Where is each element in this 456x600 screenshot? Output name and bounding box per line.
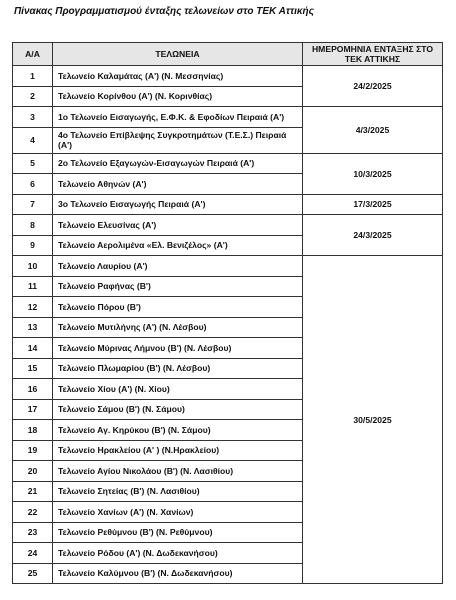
- row-number: 15: [13, 358, 53, 379]
- customs-name: 2ο Τελωνείο Εξαγωγών-Εισαγωγών Πειραιά (Α'): [53, 153, 303, 174]
- table-row: [13, 256, 443, 277]
- row-number: 7: [13, 194, 53, 215]
- customs-name: Τελωνείο Πόρου (Β'): [53, 297, 303, 318]
- row-number: 20: [13, 461, 53, 482]
- customs-name: Τελωνείο Μύρινας Λήμνου (Β') (Ν. Λέσβου): [53, 338, 303, 359]
- customs-name: Τελωνείο Καλύμνου (Β') (Ν. Δωδεκανήσου): [53, 563, 303, 584]
- customs-name: Τελωνείο Ρόδου (Α') (Ν. Δωδεκανήσου): [53, 543, 303, 564]
- customs-name: Τελωνείο Ρεθύμνου (Β') (Ν. Ρεθύμνου): [53, 522, 303, 543]
- header-aa: Α/Α: [13, 43, 53, 66]
- row-number: 24: [13, 543, 53, 564]
- customs-name: Τελωνείο Καλαμάτας (Α') (Ν. Μεσσηνίας): [53, 66, 303, 87]
- customs-name: Τελωνείο Χίου (Α') (Ν. Χίου): [53, 379, 303, 400]
- row-number: 19: [13, 440, 53, 461]
- customs-name: Τελωνείο Λαυρίου (Α'): [53, 256, 303, 277]
- table-row: [13, 194, 443, 215]
- customs-name: Τελωνείο Αγ. Κηρύκου (Β') (Ν. Σάμου): [53, 420, 303, 441]
- table-row: [13, 215, 443, 236]
- schedule-table: [12, 42, 443, 584]
- integration-date: 30/5/2025: [303, 256, 443, 584]
- row-number: 5: [13, 153, 53, 174]
- customs-name: Τελωνείο Κορίνθου (Α') (Ν. Κορινθίας): [53, 86, 303, 107]
- row-number: 13: [13, 317, 53, 338]
- row-number: 2: [13, 86, 53, 107]
- integration-date: 4/3/2025: [303, 107, 443, 154]
- customs-name: Τελωνείο Αγίου Νικολάου (Β') (Ν. Λασιθίου): [53, 461, 303, 482]
- customs-name: Τελωνείο Χανίων (Α') (Ν. Χανίων): [53, 502, 303, 523]
- row-number: 6: [13, 174, 53, 195]
- row-number: 9: [13, 235, 53, 256]
- row-number: 10: [13, 256, 53, 277]
- row-number: 3: [13, 107, 53, 128]
- customs-name: Τελωνείο Σητείας (Β') (Ν. Λασιθίου): [53, 481, 303, 502]
- row-number: 18: [13, 420, 53, 441]
- header-date: ΗΜΕΡΟΜΗΝΙΑ ΕΝΤΑΞΗΣ ΣΤΟ ΤΕΚ ΑΤΤΙΚΗΣ: [303, 43, 443, 66]
- customs-name: Τελωνείο Σάμου (Β') (Ν. Σάμου): [53, 399, 303, 420]
- row-number: 1: [13, 66, 53, 87]
- row-number: 12: [13, 297, 53, 318]
- integration-date: 17/3/2025: [303, 194, 443, 215]
- table-row: [13, 107, 443, 128]
- customs-name: Τελωνείο Πλωμαρίου (Β') (Ν. Λέσβου): [53, 358, 303, 379]
- row-number: 21: [13, 481, 53, 502]
- customs-name: Τελωνείο Αερολιμένα «Ελ. Βενιζέλος» (Α'): [53, 235, 303, 256]
- row-number: 23: [13, 522, 53, 543]
- document-title: Πίνακας Προγραμματισμού ένταξης τελωνείων στο ΤΕΚ Αττικής: [14, 6, 314, 17]
- customs-name: 1ο Τελωνείο Εισαγωγής, Ε.Φ.Κ. & Εφοδίων Πειραιά (Α'): [53, 107, 303, 128]
- table-header-row: [13, 43, 443, 66]
- customs-name: 4ο Τελωνείο Επίβλεψης Συγκροτημάτων (Τ.Ε.Σ.) Πειραιά (Α'): [53, 127, 303, 153]
- customs-name: Τελωνείο Μυτιλήνης (Α') (Ν. Λέσβου): [53, 317, 303, 338]
- integration-date: 10/3/2025: [303, 153, 443, 194]
- row-number: 4: [13, 127, 53, 153]
- row-number: 8: [13, 215, 53, 236]
- customs-name: Τελωνείο Ελευσίνας (Α'): [53, 215, 303, 236]
- row-number: 25: [13, 563, 53, 584]
- header-customs: ΤΕΛΩΝΕΙΑ: [53, 43, 303, 66]
- row-number: 14: [13, 338, 53, 359]
- row-number: 17: [13, 399, 53, 420]
- customs-name: Τελωνείο Ηρακλείου (Α' ) (Ν.Ηρακλείου): [53, 440, 303, 461]
- row-number: 22: [13, 502, 53, 523]
- customs-name: Τελωνείο Ραφήνας (Β'): [53, 276, 303, 297]
- customs-name: Τελωνείο Αθηνών (Α'): [53, 174, 303, 195]
- row-number: 11: [13, 276, 53, 297]
- integration-date: 24/2/2025: [303, 66, 443, 107]
- customs-name: 3ο Τελωνείο Εισαγωγής Πειραιά (Α'): [53, 194, 303, 215]
- row-number: 16: [13, 379, 53, 400]
- integration-date: 24/3/2025: [303, 215, 443, 256]
- table-row: [13, 153, 443, 174]
- table-row: [13, 66, 443, 87]
